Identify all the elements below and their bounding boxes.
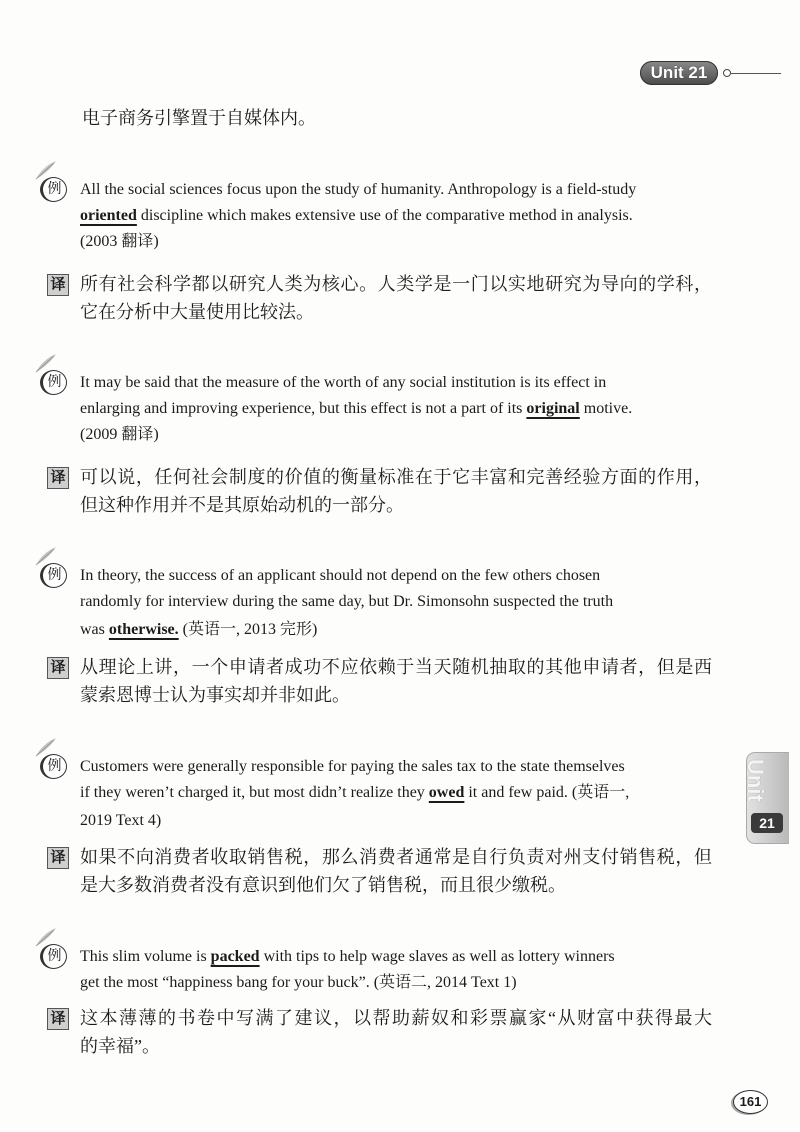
source-text: (英语一, 2013 完形) bbox=[178, 621, 318, 638]
translation bbox=[50, 653, 712, 709]
example-1 bbox=[0, 177, 800, 322]
translation bbox=[50, 843, 712, 899]
translation-line: 蒙索恩博士认为事实却并非如此。 bbox=[80, 685, 350, 705]
translation-line: 所有社会科学都以研究人类为核心。人类学是一门以实地研究为导向的学科， bbox=[80, 274, 712, 294]
sentence-line bbox=[80, 617, 613, 643]
sentence-line bbox=[80, 203, 636, 229]
badge-rule bbox=[731, 73, 781, 74]
sentence-text: enlarging and improving experience, but this effect is not a part of its bbox=[80, 400, 527, 417]
example-marker bbox=[38, 563, 68, 591]
sentence-text: motive. bbox=[579, 400, 633, 417]
sentence-line: All the social sciences focus upon the study of humanity. Anthropology is a field-study bbox=[80, 181, 637, 198]
translation-line: 这本薄薄的书卷中写满了建议，以帮助薪奴和彩票赢家“从财富中获得最大 bbox=[80, 1008, 712, 1028]
sentence-text: it and few paid. (英语一, bbox=[464, 784, 630, 801]
translation-icon: 译 bbox=[47, 467, 69, 489]
sentence-line: Customers were generally responsible for paying the sales tax to the state themselves bbox=[80, 758, 625, 775]
sentence-text: discipline which makes extensive use of the comparative method in analysis. bbox=[136, 207, 633, 224]
example-sentence bbox=[80, 754, 629, 834]
example-icon: 例 bbox=[40, 370, 67, 395]
example-5 bbox=[0, 944, 800, 1056]
keyword: otherwise. bbox=[108, 621, 179, 638]
example-sentence bbox=[80, 944, 615, 996]
sentence-text: with tips to help wage slaves as well as lottery winners bbox=[259, 948, 615, 965]
example-marker bbox=[38, 944, 68, 972]
sentence-line bbox=[80, 396, 632, 422]
example-sentence bbox=[80, 563, 613, 643]
example-marker bbox=[38, 370, 68, 398]
keyword: packed bbox=[210, 948, 260, 965]
translation bbox=[50, 463, 712, 519]
source-line: (2003 翻译) bbox=[80, 233, 159, 250]
example-icon: 例 bbox=[40, 563, 67, 588]
translation-line: 可以说，任何社会制度的价值的衡量标准在于它丰富和完善经验方面的作用， bbox=[80, 467, 712, 487]
translation-icon: 译 bbox=[47, 274, 69, 296]
translation bbox=[50, 1004, 712, 1060]
example-3 bbox=[0, 563, 800, 705]
source-line: 2019 Text 4) bbox=[80, 812, 162, 829]
unit-side-tab bbox=[743, 752, 789, 844]
example-sentence bbox=[80, 177, 636, 255]
translation-icon: 译 bbox=[47, 657, 69, 679]
translation-line: 但这种作用并不是其原始动机的一部分。 bbox=[80, 495, 404, 515]
side-tab-label: Unit bbox=[743, 759, 768, 802]
example-marker bbox=[38, 754, 68, 782]
translation-line: 如果不向消费者收取销售税，那么消费者通常是自行负责对州支付销售税，但 bbox=[80, 847, 712, 867]
example-2 bbox=[0, 370, 800, 515]
page-number: 161 bbox=[733, 1090, 768, 1114]
translation bbox=[50, 270, 712, 326]
badge-dot-icon bbox=[723, 69, 731, 77]
translation-line: 是大多数消费者没有意识到他们欠了销售税，而且很少缴税。 bbox=[80, 875, 566, 895]
intro-line: 电子商务引擎置于自媒体内。 bbox=[82, 108, 316, 128]
unit-badge: Unit 21 bbox=[640, 61, 718, 85]
translation-line: 从理论上讲，一个申请者成功不应依赖于当天随机抽取的其他申请者，但是西 bbox=[80, 657, 712, 677]
keyword: original bbox=[526, 400, 580, 417]
source-line: (2009 翻译) bbox=[80, 426, 159, 443]
example-icon: 例 bbox=[40, 754, 67, 779]
sentence-text: if they weren’t charged it, but most didn’t realize they bbox=[80, 784, 429, 801]
example-marker bbox=[38, 177, 68, 205]
translation-line: 它在分析中大量使用比较法。 bbox=[80, 302, 314, 322]
keyword: oriented bbox=[80, 207, 137, 224]
sentence-line bbox=[80, 944, 615, 970]
example-icon: 例 bbox=[40, 177, 67, 202]
example-icon: 例 bbox=[40, 944, 67, 969]
sentence-line: get the most “happiness bang for your buck”. (英语二, 2014 Text 1) bbox=[80, 974, 517, 991]
keyword: owed bbox=[428, 784, 465, 801]
translation-icon: 译 bbox=[47, 847, 69, 869]
translation-line: 的幸福”。 bbox=[80, 1036, 160, 1056]
sentence-line: In theory, the success of an applicant should not depend on the few others chosen bbox=[80, 567, 601, 584]
sentence-text: This slim volume is bbox=[80, 948, 211, 965]
translation-icon: 译 bbox=[47, 1008, 69, 1030]
side-tab-number: 21 bbox=[751, 813, 783, 833]
sentence-line: It may be said that the measure of the worth of any social institution is its effect in bbox=[80, 374, 607, 391]
sentence-line: randomly for interview during the same day, but Dr. Simonsohn suspected the truth bbox=[80, 593, 614, 610]
sentence-line bbox=[80, 780, 629, 806]
example-sentence bbox=[80, 370, 632, 448]
sentence-text: was bbox=[80, 621, 109, 638]
